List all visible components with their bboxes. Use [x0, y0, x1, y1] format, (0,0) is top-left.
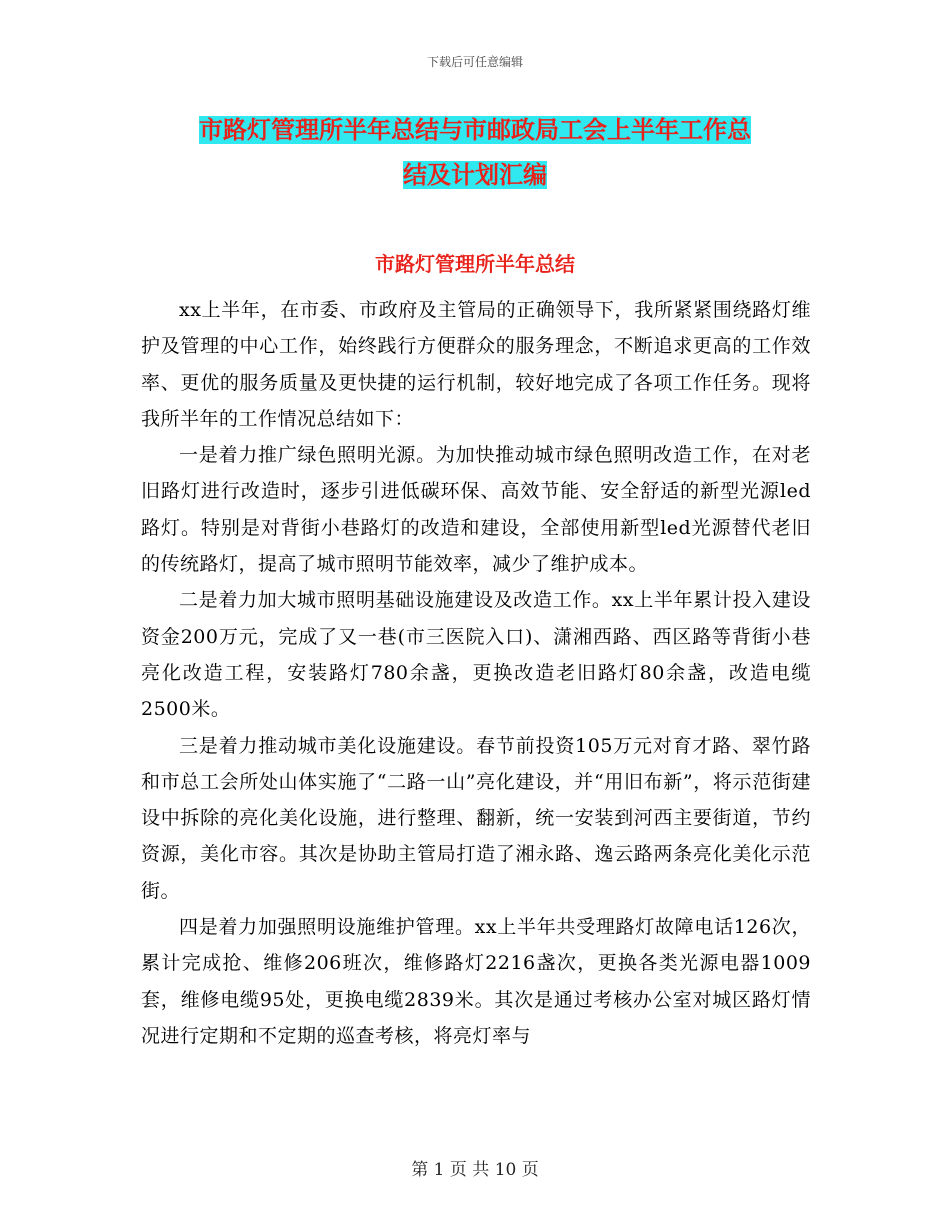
section-title: 市路灯管理所半年总结 — [375, 252, 575, 276]
header-note: 下载后可任意编辑 — [426, 55, 523, 69]
document-title — [140, 108, 810, 198]
paragraph: xx上半年，在市委、市政府及主管局的正确领导下，我所紧紧围绕路灯维护及管理的中心工作，始终践行方便群众的服务理念，不断追求更高的工作效率、更优的服务质量及更快捷的运行机制，较好地完成了各项工作任务。现将我所半年的工作情况总结如下： — [141, 299, 811, 430]
document-body — [141, 292, 811, 1054]
paragraph: 三是着力推动城市美化设施建设。春节前投资105万元对育才路、翠竹路和市总工会所处山体实施了“二路一山”亮化建设，并“用旧布新”，将示范街建设中拆除的亮化美化设施，进行整理、翻新，统一安装到河西主要街道，节约资源，美化市容。其次是协助主管局打造了湘永路、逸云路两条亮化美化示范街。 — [141, 734, 811, 902]
paragraph: 二是着力加大城市照明基础设施建设及改造工作。xx上半年累计投入建设资金200万元，完成了又一巷(市三医院入口)、潇湘西路、西区路等背街小巷亮化改造工程，安装路灯780余盏，更换改造老旧路灯80余盏，改造电缆2500米。 — [141, 589, 811, 721]
document-title-line-1: 市路灯管理所半年总结与市邮政局工会上半年工作总 — [199, 116, 751, 144]
page-footer: 第 1 页 共 10 页 — [411, 1160, 539, 1180]
document-title-line-2: 结及计划汇编 — [403, 161, 547, 189]
paragraph: 一是着力推广绿色照明光源。为加快推动城市绿色照明改造工作，在对老旧路灯进行改造时，逐步引进低碳环保、高效节能、安全舒适的新型光源led路灯。特别是对背街小巷路灯的改造和建设，全部使用新型led光源替代老旧的传统路灯，提高了城市照明节能效率，减少了维护成本。 — [141, 444, 811, 576]
paragraph: 四是着力加强照明设施维护管理。xx上半年共受理路灯故障电话126次，累计完成抢、维修206班次，维修路灯2216盏次，更换各类光源电器1009套，维修电缆95处，更换电缆2839米。其次是通过考核办公室对城区路灯情况进行定期和不定期的巡查考核，将亮灯率与 — [141, 916, 811, 1047]
